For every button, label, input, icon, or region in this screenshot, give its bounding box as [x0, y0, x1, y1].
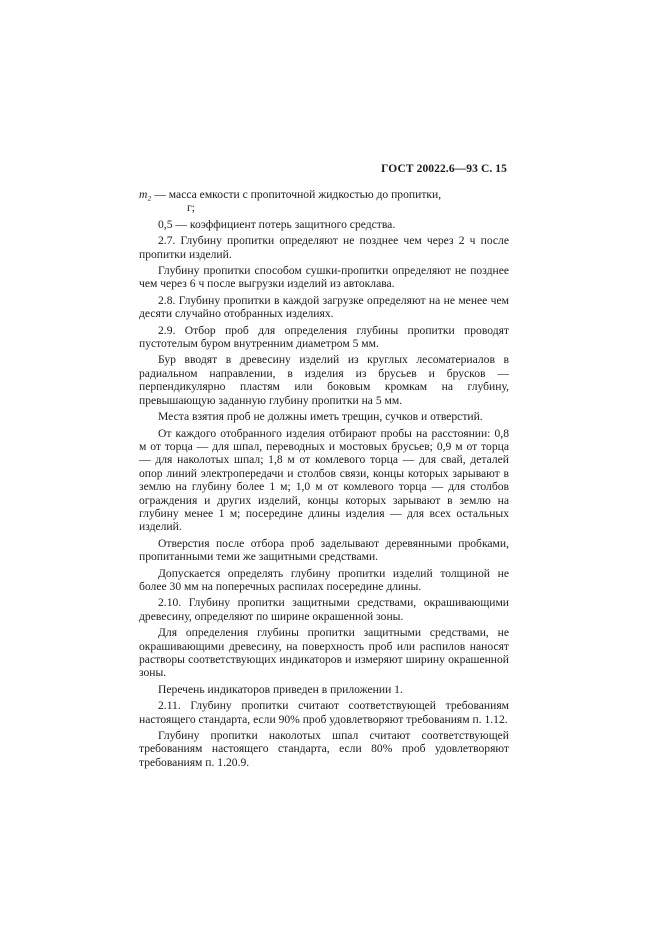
page-header: ГОСТ 20022.6—93 С. 15	[381, 163, 507, 175]
paragraph: От каждого отобранного изделия отбирают пробы на расстоянии: 0,8 м от торца — для шпал, переводных и мостовых брусьев; 0,9 м от торца — для наколотых шпал; 1,8 м от комлевого торца — для свай, деталей опор линий электропередачи и столбов связи, концы которых зарывают в землю на глубину более 1 м; 1,0 м от комлевого торца — для столбов ограждения и других изделий, концы которых зарывают в землю на глубину менее 1 м; посередине длины изделия — для всех остальных изделий.	[139, 426, 509, 534]
definition-text: — масса емкости с пропиточной жидкостью до пропитки,	[154, 188, 442, 201]
paragraph-2-10: 2.10. Глубину пропитки защитными средствами, окрашивающими древесину, определяют по ширине окрашенной зоны.	[139, 596, 509, 623]
paragraph: Места взятия проб не должны иметь трещин, сучков и отверстий.	[158, 410, 483, 424]
paragraph: Глубину пропитки способом сушки-пропитки определяют не позднее чем через 6 ч после выгрузки изделий из автоклава.	[139, 264, 509, 291]
paragraph-2-8: 2.8. Глубину пропитки в каждой загрузке определяют на не менее чем десяти случайно отобранных изделиях.	[139, 293, 509, 321]
paragraph-2-7: 2.7. Глубину пропитки определяют не позднее чем через 2 ч после пропитки изделий.	[139, 234, 509, 261]
paragraph: Отверстия после отбора проб заделывают деревянными пробками, пропитанными теми же защитными средствами.	[139, 536, 509, 564]
definition-symbol: m₂	[139, 188, 152, 201]
paragraph: Бур вводят в древесину изделий из круглых лесоматериалов в радиальном направлении, в изделия из брусьев и брусков — перпендикулярно пластям или боковым кромкам на глубину, превышающую заданную глубину пропитки на 5 мм.	[139, 353, 509, 407]
paragraph-2-11: 2.11. Глубину пропитки считают соответствующей требованиям настоящего стандарта, если 90% проб удовлетворяют требованиям п. 1.12.	[139, 699, 509, 726]
definition-text: — коэффициент потерь защитного средства.	[175, 217, 396, 231]
paragraph: Допускается определять глубину пропитки изделий толщиной не более 30 мм на поперечных распилах посередине длины.	[139, 566, 509, 593]
paragraph: Глубину пропитки наколотых шпал считают соответствующей требованиям настоящего стандарта, если 80% проб удовлетворяют требованиям п. 1.20.9.	[139, 729, 509, 769]
definition-coefficient	[139, 218, 509, 231]
definition-symbol: 0,5	[158, 217, 173, 231]
body-text	[139, 188, 509, 772]
definition-m2	[139, 188, 509, 215]
definition-unit: г;	[187, 201, 195, 215]
paragraph: Для определения глубины пропитки защитными средствами, не окрашивающими древесину, на поверхность проб или распилов наносят растворы соответствующих индикаторов и измеряют ширину окрашенной зоны.	[139, 626, 509, 680]
paragraph: Перечень индикаторов приведен в приложении 1.	[158, 682, 403, 696]
paragraph-2-9: 2.9. Отбор проб для определения глубины пропитки проводят пустотелым буром внутренним диаметром 5 мм.	[139, 323, 509, 351]
